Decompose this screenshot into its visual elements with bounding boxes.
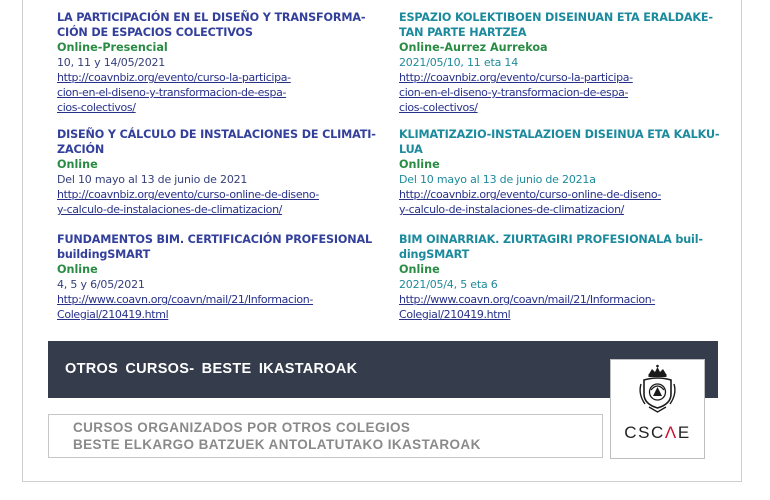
course-link[interactable]: cion-en-el-diseno-y-transformacion-de-espa- bbox=[399, 86, 629, 99]
course-title-line: buildingSMART bbox=[57, 248, 151, 261]
subheading-line-basque: BESTE ELKARGO BATZUEK ANTOLATUTAKO IKASTAROAK bbox=[73, 437, 481, 452]
course-link[interactable]: http://www.coavn.org/coavn/mail/21/Informacion- bbox=[399, 293, 656, 306]
course-link[interactable]: http://coavnbiz.org/evento/curso-la-participa- bbox=[399, 71, 633, 84]
course-mode: Online-Presencial bbox=[57, 41, 168, 54]
course-title-line: ESPAZIO KOLEKTIBOEN DISEINUAN ETA ERALDAKE- bbox=[399, 11, 713, 24]
course-entry bbox=[57, 127, 387, 217]
course-title-line: LA PARTICIPACIÓN EN EL DISEÑO Y TRANSFORMA- bbox=[57, 11, 366, 24]
course-date: 2021/05/10, 11 eta 14 bbox=[399, 56, 519, 69]
course-title-line: CIÓN DE ESPACIOS COLECTIVOS bbox=[57, 26, 253, 39]
course-mode: Online bbox=[399, 263, 440, 276]
course-link[interactable]: y-calculo-de-instalaciones-de-climatizacion/ bbox=[57, 203, 283, 216]
course-entry bbox=[399, 10, 729, 115]
course-title-line: TAN PARTE HARTZEA bbox=[399, 26, 527, 39]
cscae-logo bbox=[610, 359, 705, 459]
subheading-box bbox=[48, 414, 603, 458]
course-title-line: ZACIÓN bbox=[57, 143, 105, 156]
course-title-line: BIM OINARRIAK. ZIURTAGIRI PROFESIONALA buil- bbox=[399, 233, 703, 246]
course-date: Del 10 mayo al 13 de junio de 2021a bbox=[399, 173, 596, 186]
course-entry bbox=[57, 232, 387, 322]
cscae-logo-text: CSCΛE bbox=[624, 423, 691, 442]
course-title-line: LUA bbox=[399, 143, 423, 156]
course-entry bbox=[57, 10, 387, 115]
course-mode: Online bbox=[57, 158, 98, 171]
course-title-line: dingSMART bbox=[399, 248, 470, 261]
crown-crest-icon bbox=[611, 360, 704, 420]
course-mode: Online bbox=[57, 263, 98, 276]
course-title-line: DISEÑO Y CÁLCULO DE INSTALACIONES DE CLIMATI- bbox=[57, 128, 376, 141]
course-date: Del 10 mayo al 13 de junio de 2021 bbox=[57, 173, 248, 186]
subheading-line-spanish: CURSOS ORGANIZADOS POR OTROS COLEGIOS bbox=[73, 420, 411, 435]
course-link[interactable]: y-calculo-de-instalaciones-de-climatizacion/ bbox=[399, 203, 625, 216]
course-date: 10, 11 y 14/05/2021 bbox=[57, 56, 166, 69]
course-date: 4, 5 y 6/05/2021 bbox=[57, 278, 145, 291]
course-link[interactable]: Colegial/210419.html bbox=[399, 308, 511, 321]
course-title-line: FUNDAMENTOS BIM. CERTIFICACIÓN PROFESIONAL bbox=[57, 233, 372, 246]
course-link[interactable]: cios-colectivos/ bbox=[57, 101, 136, 114]
section-banner-title: OTROS CURSOS- BESTE IKASTAROAK bbox=[65, 361, 358, 377]
course-mode: Online-Aurrez Aurrekoa bbox=[399, 41, 548, 54]
course-mode: Online bbox=[399, 158, 440, 171]
course-link[interactable]: Colegial/210419.html bbox=[57, 308, 169, 321]
course-link[interactable]: http://coavnbiz.org/evento/curso-la-participa- bbox=[57, 71, 291, 84]
course-entry bbox=[399, 127, 729, 217]
course-link[interactable]: http://coavnbiz.org/evento/curso-online-de-diseno- bbox=[399, 188, 662, 201]
course-link[interactable]: cios-colectivos/ bbox=[399, 101, 478, 114]
course-link[interactable]: cion-en-el-diseno-y-transformacion-de-espa- bbox=[57, 86, 287, 99]
course-entry bbox=[399, 232, 729, 322]
course-date: 2021/05/4, 5 eta 6 bbox=[399, 278, 498, 291]
course-title-line: KLIMATIZAZIO-INSTALAZIOEN DISEINUA ETA KALKU- bbox=[399, 128, 720, 141]
course-link[interactable]: http://coavnbiz.org/evento/curso-online-de-diseno- bbox=[57, 188, 320, 201]
course-link[interactable]: http://www.coavn.org/coavn/mail/21/Informacion- bbox=[57, 293, 314, 306]
